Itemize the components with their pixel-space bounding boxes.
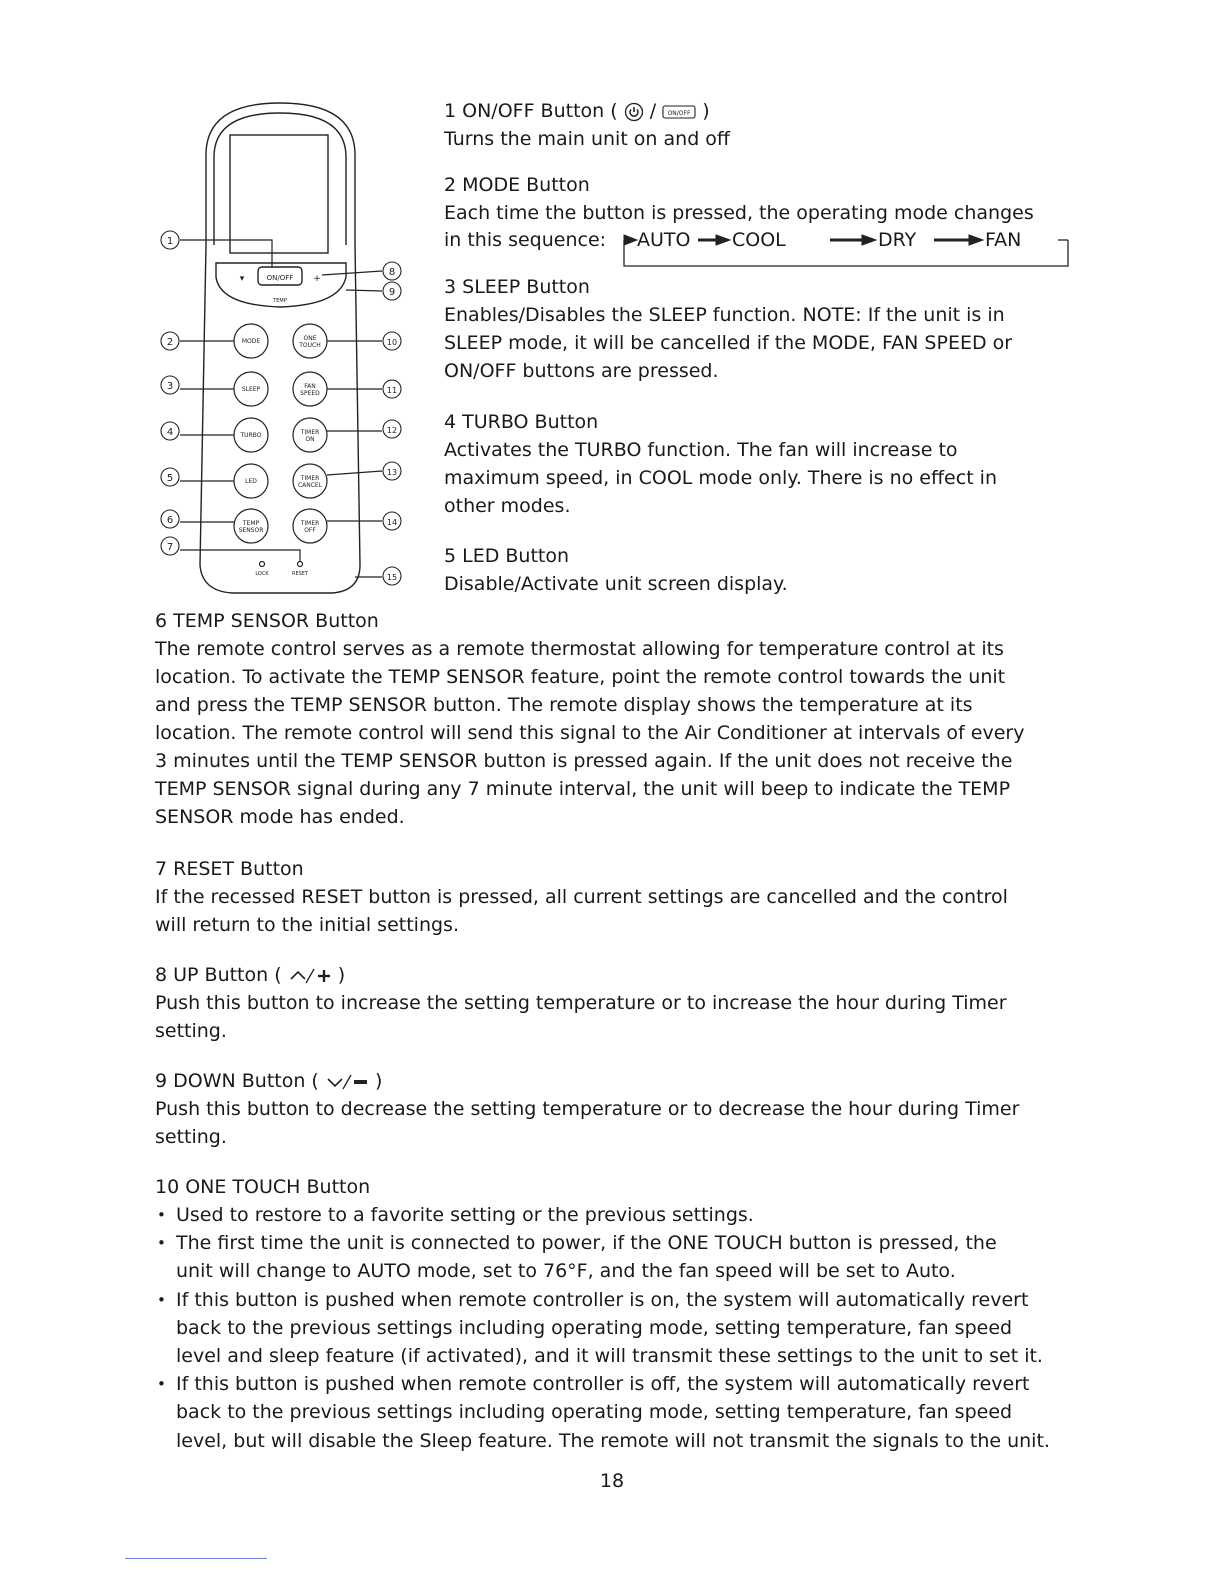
remote-label-temp: TEMP: [273, 298, 287, 304]
mode-cool: COOL: [732, 229, 786, 251]
down-minus-icon: [325, 1072, 369, 1092]
remote-label-timer-on-2: ON: [305, 436, 315, 443]
remote-label-timer-off-2: OFF: [304, 527, 316, 534]
section-up: [155, 961, 1075, 1045]
callout-num-9: 9: [388, 287, 396, 298]
list-item: • If this button is pushed when remote controller is off, the system will automatically revert back to the previous settings including operating mode, setting temperature, fan speed level, but will disable the Sleep feature. The remote will not transmit the signals to the unit.: [155, 1370, 1075, 1455]
callout-num-11: 11: [386, 386, 398, 395]
callout-num-14: 14: [386, 518, 398, 527]
section-temp-sensor-line: The remote control serves as a remote thermostat allowing for temperature control at its: [155, 638, 1004, 660]
callout-line-8: [322, 271, 382, 275]
remote-label-temp-sensor-1: TEMP: [242, 520, 260, 527]
section-one-touch: [155, 1173, 1075, 1455]
section-turbo-line: other modes.: [444, 495, 571, 517]
up-plus-icon: [288, 966, 332, 986]
remote-label-timer-on-1: TIMER: [300, 429, 320, 436]
section-down-line: setting.: [155, 1126, 227, 1148]
remote-label-fan: FAN: [304, 383, 316, 390]
section-reset-title: 7 RESET Button: [155, 858, 304, 880]
section-turbo-title: 4 TURBO Button: [444, 411, 599, 433]
section-temp-sensor: [155, 607, 1075, 831]
section-down-line: Push this button to decrease the setting temperature or to decrease the hour during Timer: [155, 1098, 1020, 1120]
remote-label-touch: TOUCH: [299, 342, 321, 349]
section-temp-sensor-line: TEMP SENSOR signal during any 7 minute interval, the unit will beep to indicate the TEMP: [155, 778, 1011, 800]
callout-num-4: 4: [166, 427, 174, 438]
section-led-body: Disable/Activate unit screen display.: [444, 573, 788, 595]
callout-num-13: 13: [386, 468, 398, 477]
section-led-title: 5 LED Button: [444, 545, 570, 567]
callout-line-9: [346, 290, 382, 291]
remote-label-mode: MODE: [241, 338, 261, 345]
mode-dry: DRY: [878, 229, 917, 251]
section-one-touch-list: [155, 1201, 1075, 1455]
section-down: [155, 1067, 1075, 1151]
callout-num-7: 7: [166, 542, 174, 553]
remote-body-inner: [214, 113, 346, 245]
section-on-off-title: 1 ON/OFF Button ( / ON/OFF ): [444, 100, 710, 122]
section-turbo-line: maximum speed, in COOL mode only. There is no effect in: [444, 467, 998, 489]
section-temp-sensor-line: SENSOR mode has ended.: [155, 806, 405, 828]
section-reset-line: will return to the initial settings.: [155, 914, 459, 936]
callout-line-13: [327, 471, 382, 475]
callout-num-3: 3: [166, 381, 174, 392]
remote-label-one: ONE: [303, 335, 317, 342]
remote-label-lock: LOCK: [255, 571, 269, 577]
power-icon: [624, 102, 644, 122]
section-temp-sensor-line: location. The remote control will send this signal to the Air Conditioner at intervals of every: [155, 722, 1025, 744]
callout-num-10: 10: [386, 338, 398, 347]
section-temp-sensor-line: 3 minutes until the TEMP SENSOR button is pressed again. If the unit does not receive the: [155, 750, 1013, 772]
page-number: 18: [599, 1470, 625, 1492]
mode-auto: AUTO: [637, 229, 691, 251]
section-sleep-title: 3 SLEEP Button: [444, 276, 590, 298]
remote-label-speed: SPEED: [300, 390, 320, 397]
section-on-off-body: Turns the main unit on and off: [444, 128, 731, 150]
svg-text:ON/OFF: ON/OFF: [667, 109, 691, 117]
callout-num-8: 8: [388, 267, 396, 278]
section-turbo: [444, 408, 1084, 520]
callout-num-15: 15: [386, 573, 398, 582]
list-item: • If this button is pushed when remote controller is on, the system will automatically revert back to the previous settings including operating mode, setting temperature, fan speed level and sleep feature (if activated), and it will transmit these settings to the unit to set it.: [155, 1286, 1075, 1371]
section-temp-sensor-line: and press the TEMP SENSOR button. The remote display shows the temperature at its: [155, 694, 973, 716]
callout-num-6: 6: [166, 515, 174, 526]
remote-label-onoff: ON/OFF: [266, 274, 294, 282]
section-turbo-line: Activates the TURBO function. The fan will increase to: [444, 439, 958, 461]
remote-label-led: LED: [245, 478, 257, 485]
remote-screen: [230, 135, 328, 253]
remote-label-turbo: TURBO: [240, 432, 262, 439]
remote-label-reset: RESET: [291, 571, 309, 577]
section-sleep-line: SLEEP mode, it will be cancelled if the MODE, FAN SPEED or: [444, 332, 1013, 354]
section-up-line: Push this button to increase the setting temperature or to increase the hour during Timer: [155, 992, 1007, 1014]
list-item: • Used to restore to a favorite setting or the previous settings.: [155, 1201, 1075, 1229]
remote-control-illustration: [150, 95, 420, 605]
section-mode: [444, 171, 1084, 227]
section-on-off: [444, 97, 1084, 153]
section-mode-title: 2 MODE Button: [444, 174, 590, 196]
callout-num-5: 5: [166, 473, 174, 484]
section-sleep: [444, 273, 1084, 385]
section-down-title: 9 DOWN Button ( ): [155, 1070, 383, 1092]
section-mode-body: Each time the button is pressed, the operating mode changes: [444, 202, 1034, 224]
section-sleep-line: Enables/Disables the SLEEP function. NOTE: If the unit is in: [444, 304, 1005, 326]
remote-label-temp-sensor-2: SENSOR: [238, 527, 264, 534]
remote-body-outline: [200, 103, 360, 593]
list-item: • The first time the unit is connected to power, if the ONE TOUCH button is pressed, the unit will change to AUTO mode, set to 76°F, and the fan speed will be set to Auto.: [155, 1229, 1075, 1285]
section-sleep-line: ON/OFF buttons are pressed.: [444, 360, 719, 382]
remote-label-timer-cancel-2: CANCEL: [297, 482, 323, 489]
callout-num-2: 2: [166, 337, 174, 348]
callout-num-12: 12: [386, 426, 398, 435]
remote-label-sleep: SLEEP: [241, 386, 261, 393]
section-one-touch-title: 10 ONE TOUCH Button: [155, 1176, 371, 1198]
section-reset-line: If the recessed RESET button is pressed, all current settings are cancelled and the control: [155, 886, 1008, 908]
footnote-divider: [125, 1558, 267, 1559]
section-temp-sensor-line: location. To activate the TEMP SENSOR feature, point the remote control towards the unit: [155, 666, 1006, 688]
section-up-line: setting.: [155, 1020, 227, 1042]
section-up-title: 8 UP Button ( ): [155, 964, 346, 986]
remote-lock-hole: [260, 562, 265, 567]
callout-line-7: [180, 550, 300, 561]
remote-reset-hole: [298, 562, 303, 567]
remote-label-timer-off-1: TIMER: [300, 520, 320, 527]
remote-down-symbol: ▾: [239, 274, 245, 284]
remote-up-symbol: +: [313, 274, 321, 284]
mode-sequence-prefix: in this sequence:: [444, 229, 607, 251]
callout-num-1: 1: [166, 236, 174, 247]
section-led: [444, 542, 1084, 598]
section-reset: [155, 855, 1075, 939]
remote-diagram: [150, 95, 420, 605]
mode-fan: FAN: [985, 229, 1022, 251]
section-temp-sensor-title: 6 TEMP SENSOR Button: [155, 610, 379, 632]
onoff-key-icon: [662, 104, 696, 120]
remote-label-timer-cancel-1: TIMER: [300, 475, 320, 482]
mode-sequence: [444, 226, 1084, 276]
